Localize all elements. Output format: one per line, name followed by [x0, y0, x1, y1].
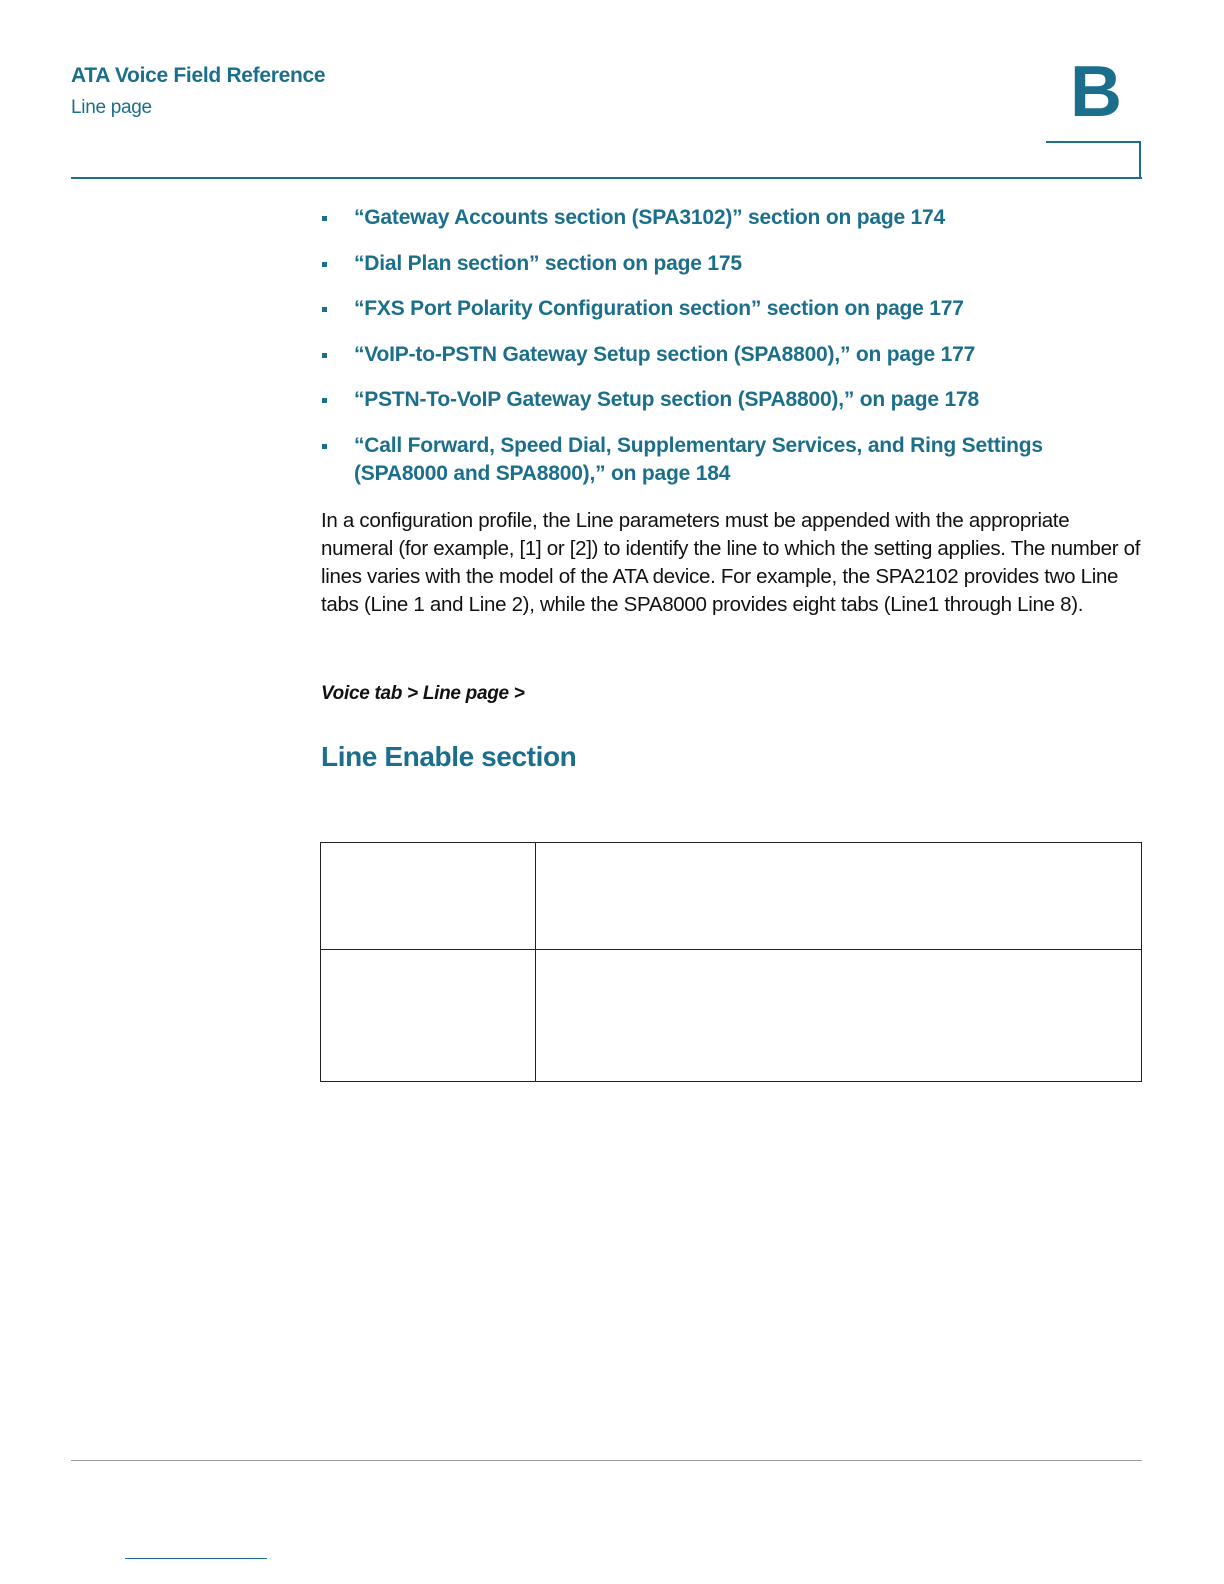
cross-reference-link[interactable]: “Dial Plan section” section on page 175 — [354, 251, 742, 275]
navigation-path: Voice tab > Line page > — [321, 683, 525, 704]
list-item — [321, 250, 1141, 278]
bullet-icon — [322, 444, 327, 449]
chapter-letter: B — [1070, 52, 1122, 132]
header-divider — [71, 177, 1142, 179]
cross-reference-list — [321, 204, 1141, 505]
list-item — [321, 295, 1141, 323]
cross-reference-link[interactable]: “VoIP-to-PSTN Gateway Setup section (SPA8800),” on page 177 — [354, 342, 976, 366]
bullet-icon — [322, 216, 327, 221]
cross-reference-link[interactable]: “FXS Port Polarity Configuration section” section on page 177 — [354, 297, 964, 320]
list-item — [321, 386, 1141, 414]
table-row — [321, 843, 1142, 950]
bullet-icon — [322, 262, 327, 267]
list-item — [321, 204, 1141, 232]
section-heading: Line Enable section — [321, 741, 577, 772]
list-item — [321, 432, 1141, 488]
cross-reference-link[interactable]: “PSTN-To-VoIP Gateway Setup section (SPA8800),” on page 178 — [354, 388, 979, 411]
body-paragraph: In a configuration profile, the Line parameters must be appended with the appropriate numeral (for example, [1] or [2]) to identify the line to which the setting applies. The number of lines varies with the model of the ATA device. For example, the SPA2102 provides two Line tabs (Line 1 and Line 2), while the SPA8000 provides eight tabs (Line1 through Line 8). — [321, 509, 1141, 616]
bullet-icon — [322, 307, 327, 312]
table-cell-field — [321, 843, 536, 950]
bullet-icon — [322, 398, 327, 403]
field-table — [320, 842, 1142, 1082]
header-title: ATA Voice Field Reference — [71, 64, 326, 87]
list-item — [321, 341, 1141, 369]
table-cell-description — [536, 950, 1142, 1082]
table-cell-description — [536, 843, 1142, 950]
header-subtitle: Line page — [71, 97, 152, 118]
chapter-tab-frame — [1046, 141, 1141, 177]
table-row — [321, 950, 1142, 1082]
bullet-icon — [322, 353, 327, 358]
footer-link-underline — [125, 1558, 267, 1559]
table-cell-field — [321, 950, 536, 1082]
cross-reference-link[interactable]: “Gateway Accounts section (SPA3102)” section on page 174 — [354, 206, 945, 229]
cross-reference-link[interactable]: “Call Forward, Speed Dial, Supplementary Services, and Ring Settings (SPA8000 and SPA8800),” on page 184 — [354, 433, 1043, 485]
footer-divider — [71, 1460, 1142, 1461]
